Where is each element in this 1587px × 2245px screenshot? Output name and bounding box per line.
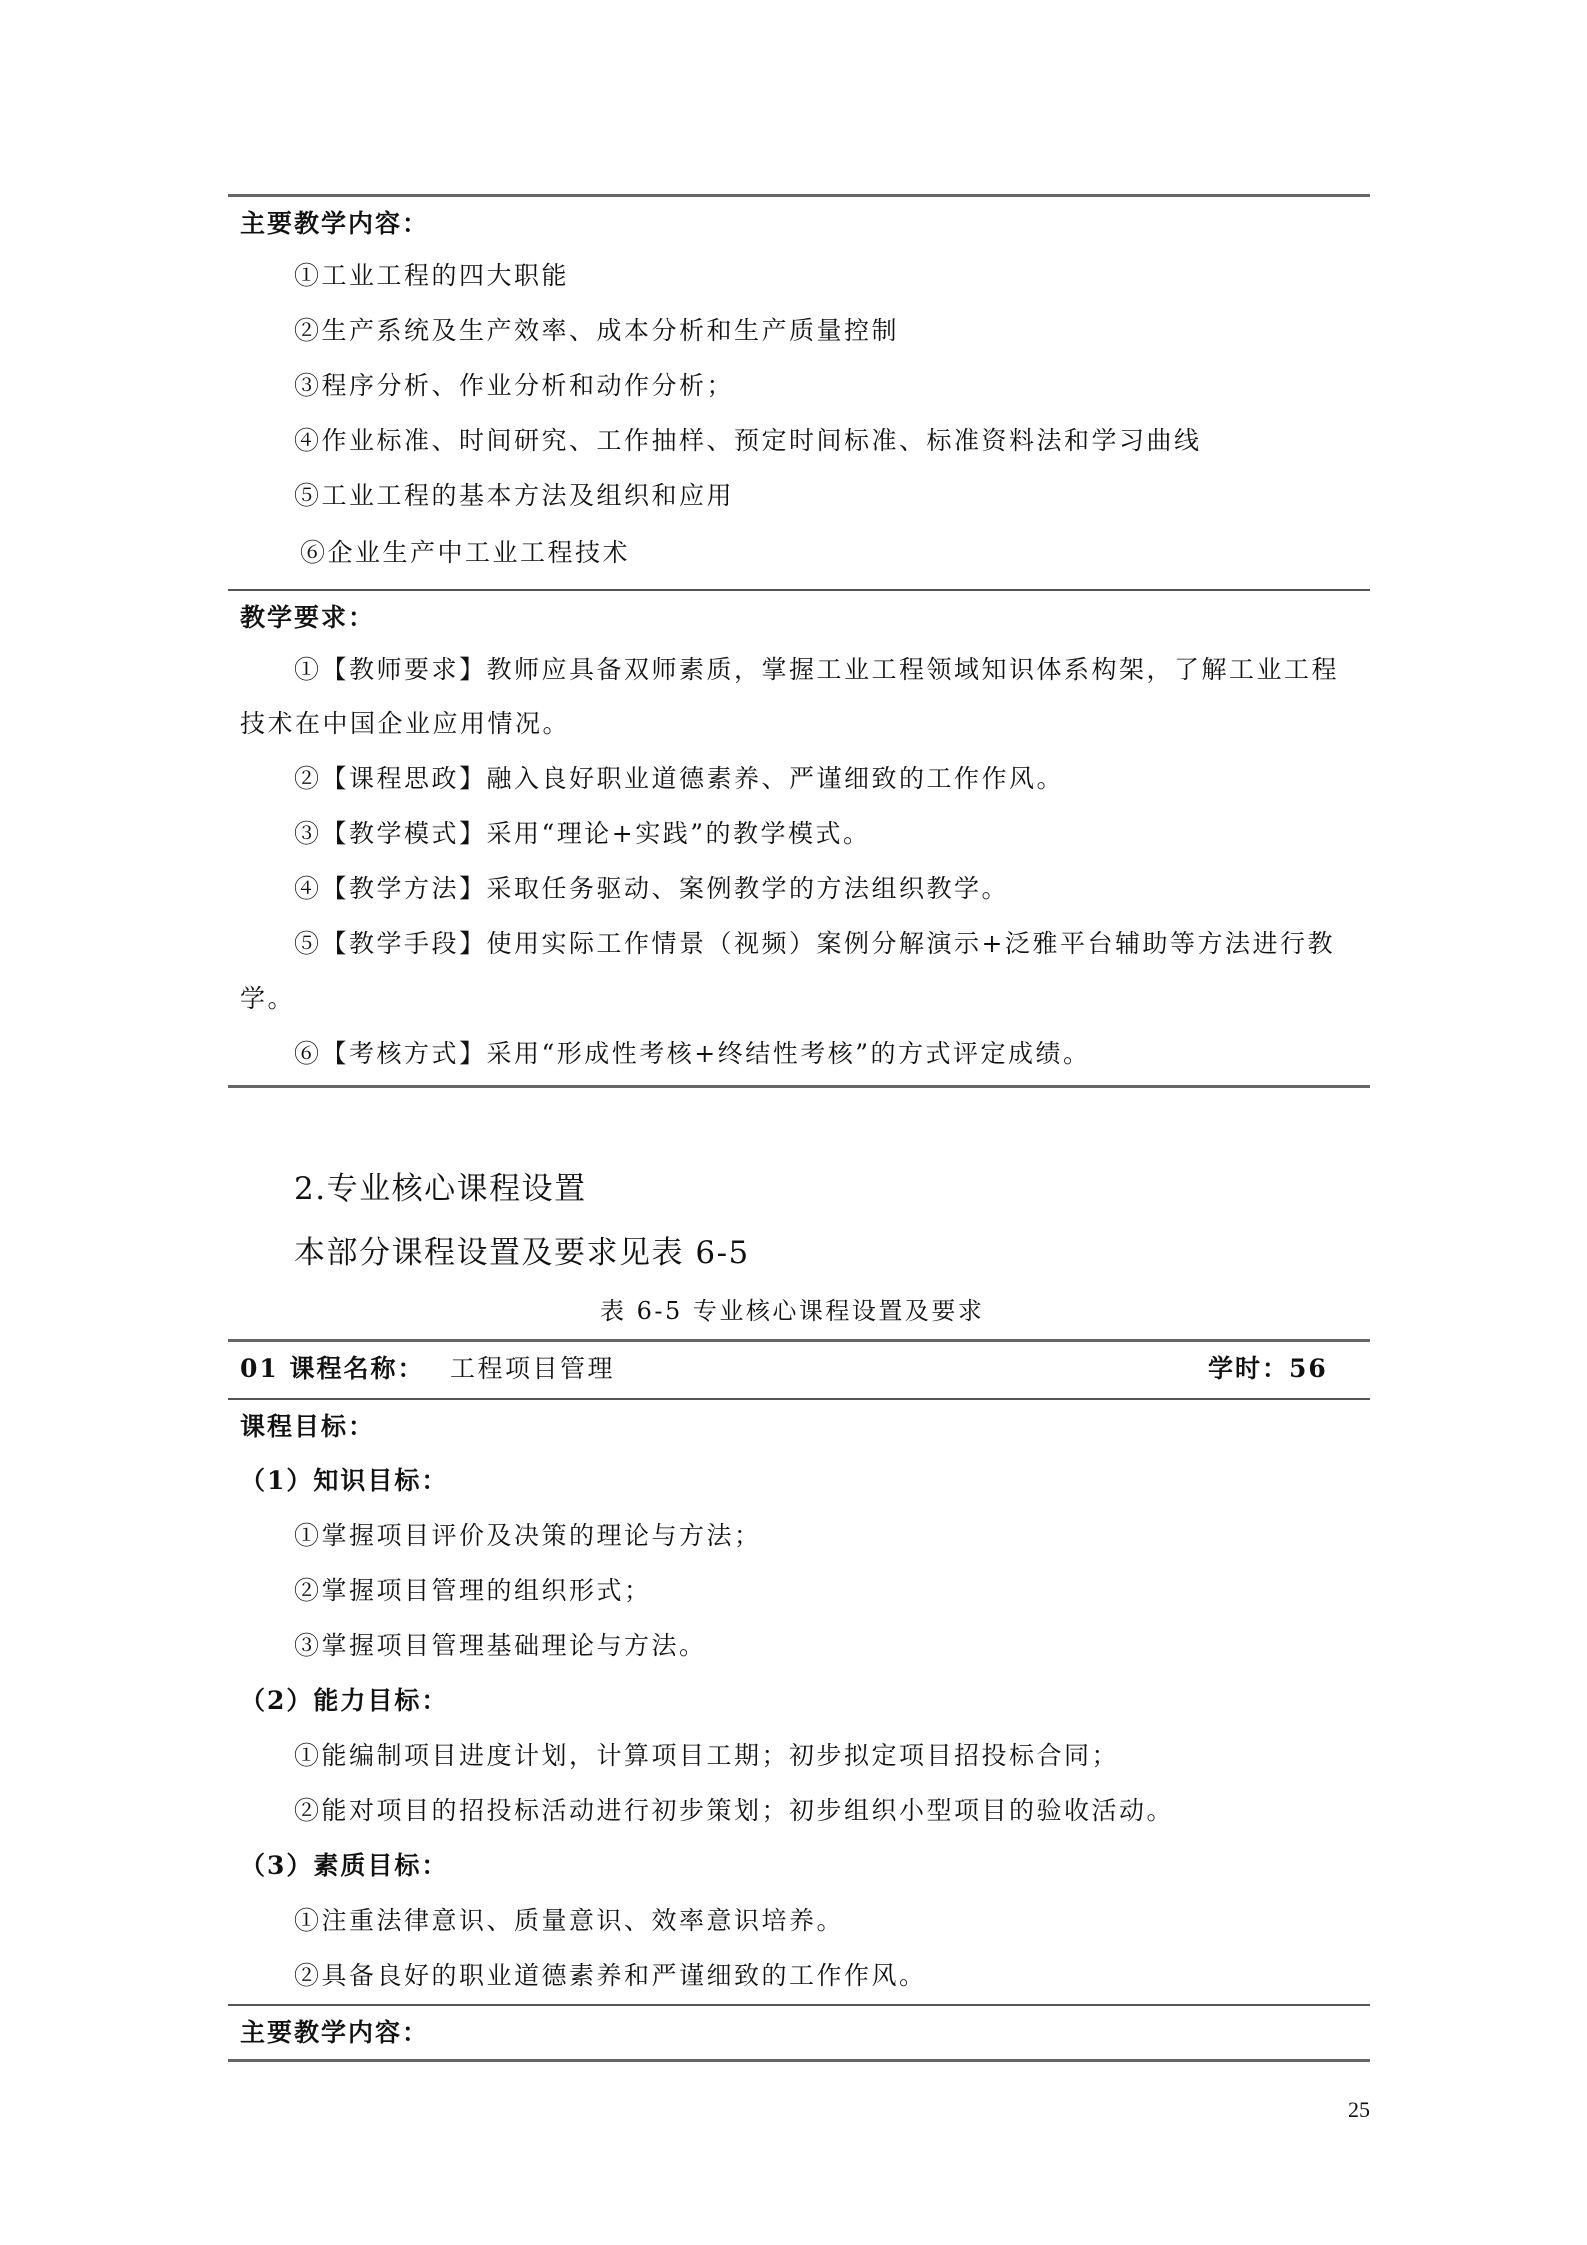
- ability-item: ①能编制项目进度计划，计算项目工期；初步拟定项目招投标合同；: [294, 1741, 1120, 1770]
- req-line: ③【教学模式】采用“理论+实践”的教学模式。: [294, 819, 871, 848]
- content-item: ⑤工业工程的基本方法及组织和应用: [294, 481, 735, 510]
- knowledge-item: ③掌握项目管理基础理论与方法。: [294, 1631, 707, 1660]
- req-line: ⑤【教学手段】使用实际工作情景（视频）案例分解演示+泛雅平台辅助等方法进行教: [294, 929, 1335, 958]
- content-item: ①工业工程的四大职能: [294, 261, 570, 290]
- content-heading: 主要教学内容：: [240, 2018, 430, 2047]
- table-bottom-rule: [228, 2059, 1370, 2062]
- ability-heading: （2）能力目标：: [240, 1686, 449, 1715]
- quality-heading: （3）素质目标：: [240, 1851, 449, 1880]
- quality-item: ①注重法律意识、质量意识、效率意识培养。: [294, 1906, 845, 1935]
- section-intro: 本部分课程设置及要求见表 6-5: [294, 1235, 750, 1271]
- quality-item: ②具备良好的职业道德素养和严谨细致的工作作风。: [294, 1961, 927, 1990]
- course-name: 工程项目管理: [450, 1354, 616, 1383]
- course-hours: 学时：56: [1208, 1354, 1328, 1383]
- table-top-rule: [228, 194, 1370, 197]
- knowledge-item: ①掌握项目评价及决策的理论与方法；: [294, 1521, 762, 1550]
- row-divider: [228, 1398, 1370, 1400]
- table-caption: 表 6-5 专业核心课程设置及要求: [600, 1297, 985, 1325]
- req-line: ④【教学方法】采取任务驱动、案例教学的方法组织教学。: [294, 874, 1010, 903]
- row-divider: [228, 589, 1370, 591]
- content-item: ⑥企业生产中工业工程技术: [300, 538, 631, 567]
- ability-item: ②能对项目的招投标活动进行初步策划；初步组织小型项目的验收活动。: [294, 1796, 1175, 1825]
- content-item: ③程序分析、作业分析和动作分析；: [294, 371, 735, 400]
- knowledge-item: ②掌握项目管理的组织形式；: [294, 1576, 652, 1605]
- content-item: ②生产系统及生产效率、成本分析和生产质量控制: [294, 316, 900, 345]
- course-label: 01 课程名称：: [240, 1354, 425, 1383]
- content-item: ④作业标准、时间研究、工作抽样、预定时间标准、标准资料法和学习曲线: [294, 426, 1202, 455]
- page-number: 25: [1348, 2097, 1370, 2122]
- table-bottom-rule: [228, 1085, 1370, 1088]
- row-divider: [228, 2004, 1370, 2006]
- table-top-rule: [228, 1339, 1370, 1342]
- req-line: 学。: [240, 984, 296, 1013]
- knowledge-heading: （1）知识目标：: [240, 1466, 449, 1495]
- section-heading: 2.专业核心课程设置: [294, 1171, 587, 1207]
- req-line: ⑥【考核方式】采用“形成性考核+终结性考核”的方式评定成绩。: [294, 1039, 1091, 1068]
- goals-heading: 课程目标：: [240, 1412, 376, 1441]
- req-line: 技术在中国企业应用情况。: [240, 709, 571, 738]
- req-heading: 教学要求：: [240, 603, 376, 632]
- req-line: ②【课程思政】融入良好职业道德素养、严谨细致的工作作风。: [294, 764, 1065, 793]
- req-line: ①【教师要求】教师应具备双师素质，掌握工业工程领域知识体系构架，了解工业工程: [294, 655, 1340, 684]
- content-heading: 主要教学内容：: [240, 209, 430, 238]
